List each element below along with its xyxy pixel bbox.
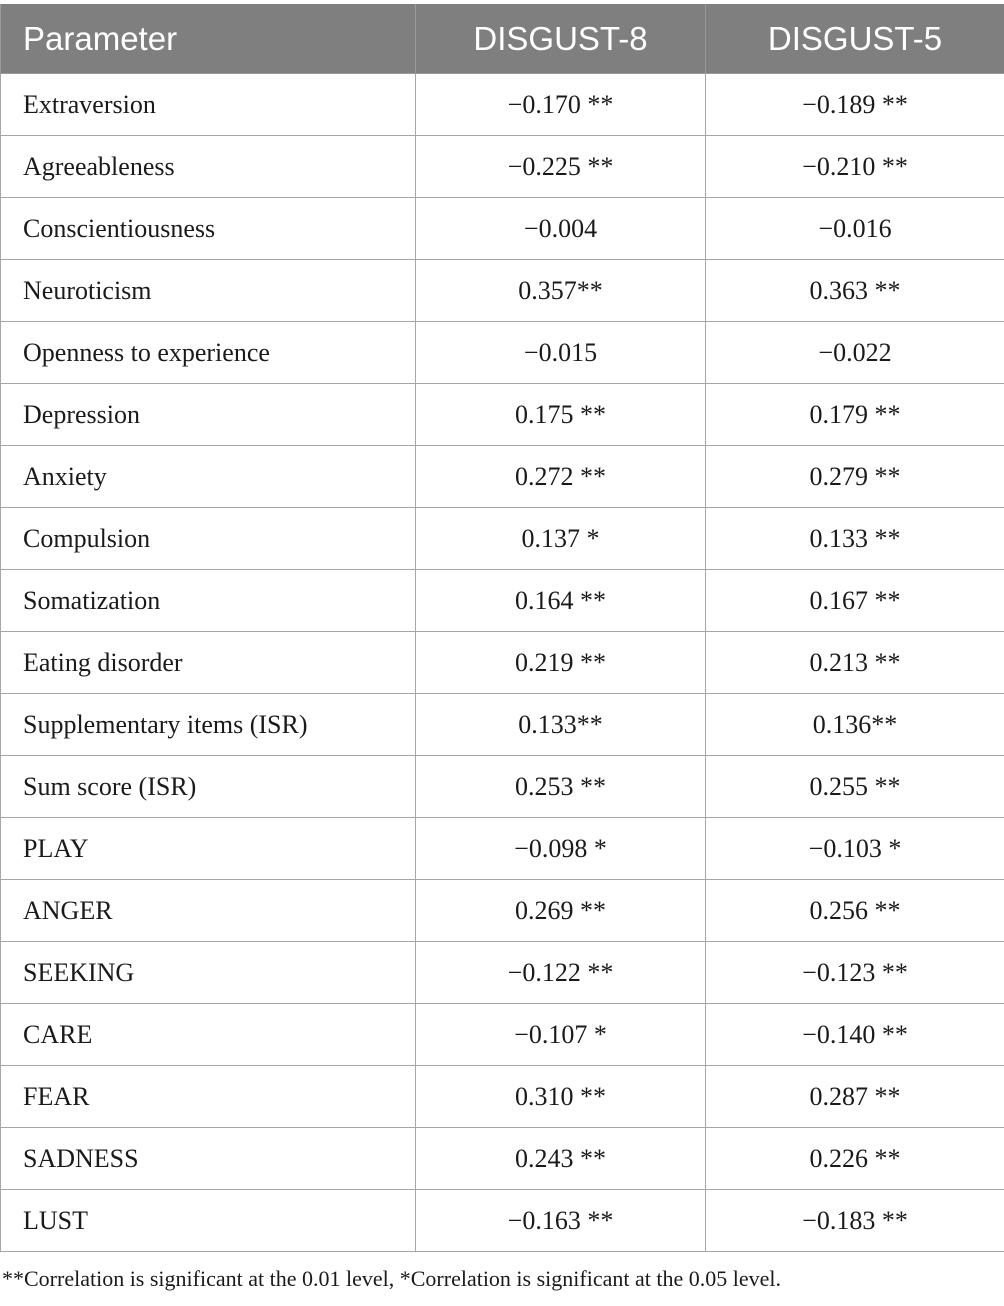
table-body bbox=[1, 74, 1004, 1252]
cell-disgust-5: −0.140 ** bbox=[706, 1004, 1004, 1066]
cell-disgust-5: −0.123 ** bbox=[706, 942, 1004, 1004]
cell-parameter: Supplementary items (ISR) bbox=[1, 694, 416, 756]
table-row bbox=[1, 74, 1004, 136]
cell-disgust-8: 0.310 ** bbox=[416, 1066, 706, 1128]
table-row bbox=[1, 632, 1004, 694]
table-footnote: **Correlation is significant at the 0.01 level, *Correlation is significant at the 0.05 level. bbox=[2, 1266, 781, 1291]
cell-parameter: Eating disorder bbox=[1, 632, 416, 694]
cell-disgust-8: −0.015 bbox=[416, 322, 706, 384]
cell-disgust-5: −0.016 bbox=[706, 198, 1004, 260]
cell-disgust-5: −0.183 ** bbox=[706, 1190, 1004, 1252]
table-row bbox=[1, 694, 1004, 756]
cell-disgust-5: 0.363 ** bbox=[706, 260, 1004, 322]
table-row bbox=[1, 942, 1004, 1004]
cell-disgust-5: 0.255 ** bbox=[706, 756, 1004, 818]
cell-parameter: CARE bbox=[1, 1004, 416, 1066]
header-row bbox=[1, 4, 1004, 74]
cell-parameter: ANGER bbox=[1, 880, 416, 942]
table-row bbox=[1, 322, 1004, 384]
cell-parameter: SEEKING bbox=[1, 942, 416, 1004]
correlation-table-container bbox=[0, 4, 1004, 1252]
cell-parameter: Agreeableness bbox=[1, 136, 416, 198]
cell-parameter: Extraversion bbox=[1, 74, 416, 136]
header-disgust-5: DISGUST-5 bbox=[706, 4, 1004, 74]
table-row bbox=[1, 756, 1004, 818]
table-row bbox=[1, 136, 1004, 198]
cell-disgust-8: 0.175 ** bbox=[416, 384, 706, 446]
correlation-table bbox=[0, 4, 1004, 1252]
header-parameter: Parameter bbox=[1, 4, 416, 74]
cell-disgust-5: −0.210 ** bbox=[706, 136, 1004, 198]
cell-parameter: Sum score (ISR) bbox=[1, 756, 416, 818]
cell-disgust-5: 0.287 ** bbox=[706, 1066, 1004, 1128]
cell-parameter: SADNESS bbox=[1, 1128, 416, 1190]
table-row bbox=[1, 1128, 1004, 1190]
cell-disgust-8: 0.243 ** bbox=[416, 1128, 706, 1190]
cell-disgust-5: −0.103 * bbox=[706, 818, 1004, 880]
cell-disgust-8: −0.004 bbox=[416, 198, 706, 260]
table-row bbox=[1, 384, 1004, 446]
header-disgust-8: DISGUST-8 bbox=[416, 4, 706, 74]
cell-disgust-5: 0.179 ** bbox=[706, 384, 1004, 446]
cell-disgust-8: 0.357** bbox=[416, 260, 706, 322]
table-row bbox=[1, 1190, 1004, 1252]
table-header bbox=[1, 4, 1004, 74]
cell-disgust-5: −0.189 ** bbox=[706, 74, 1004, 136]
cell-disgust-5: 0.167 ** bbox=[706, 570, 1004, 632]
table-row bbox=[1, 260, 1004, 322]
cell-disgust-8: −0.170 ** bbox=[416, 74, 706, 136]
table-row bbox=[1, 818, 1004, 880]
cell-parameter: Neuroticism bbox=[1, 260, 416, 322]
cell-disgust-8: 0.219 ** bbox=[416, 632, 706, 694]
cell-disgust-8: −0.163 ** bbox=[416, 1190, 706, 1252]
table-row bbox=[1, 570, 1004, 632]
cell-parameter: PLAY bbox=[1, 818, 416, 880]
table-row bbox=[1, 508, 1004, 570]
cell-disgust-5: 0.136** bbox=[706, 694, 1004, 756]
cell-disgust-5: 0.133 ** bbox=[706, 508, 1004, 570]
cell-disgust-5: −0.022 bbox=[706, 322, 1004, 384]
cell-parameter: Somatization bbox=[1, 570, 416, 632]
cell-disgust-5: 0.213 ** bbox=[706, 632, 1004, 694]
cell-disgust-5: 0.256 ** bbox=[706, 880, 1004, 942]
cell-disgust-8: −0.098 * bbox=[416, 818, 706, 880]
table-row bbox=[1, 446, 1004, 508]
cell-disgust-8: −0.225 ** bbox=[416, 136, 706, 198]
cell-parameter: FEAR bbox=[1, 1066, 416, 1128]
cell-disgust-8: 0.133** bbox=[416, 694, 706, 756]
cell-disgust-8: 0.137 * bbox=[416, 508, 706, 570]
cell-disgust-8: 0.164 ** bbox=[416, 570, 706, 632]
cell-parameter: LUST bbox=[1, 1190, 416, 1252]
cell-disgust-8: −0.122 ** bbox=[416, 942, 706, 1004]
cell-parameter: Anxiety bbox=[1, 446, 416, 508]
table-row bbox=[1, 880, 1004, 942]
cell-disgust-8: 0.269 ** bbox=[416, 880, 706, 942]
cell-disgust-5: 0.226 ** bbox=[706, 1128, 1004, 1190]
cell-disgust-5: 0.279 ** bbox=[706, 446, 1004, 508]
cell-parameter: Conscientiousness bbox=[1, 198, 416, 260]
cell-parameter: Depression bbox=[1, 384, 416, 446]
cell-parameter: Openness to experience bbox=[1, 322, 416, 384]
cell-disgust-8: 0.272 ** bbox=[416, 446, 706, 508]
table-row bbox=[1, 198, 1004, 260]
cell-disgust-8: −0.107 * bbox=[416, 1004, 706, 1066]
cell-disgust-8: 0.253 ** bbox=[416, 756, 706, 818]
table-row bbox=[1, 1004, 1004, 1066]
table-row bbox=[1, 1066, 1004, 1128]
cell-parameter: Compulsion bbox=[1, 508, 416, 570]
